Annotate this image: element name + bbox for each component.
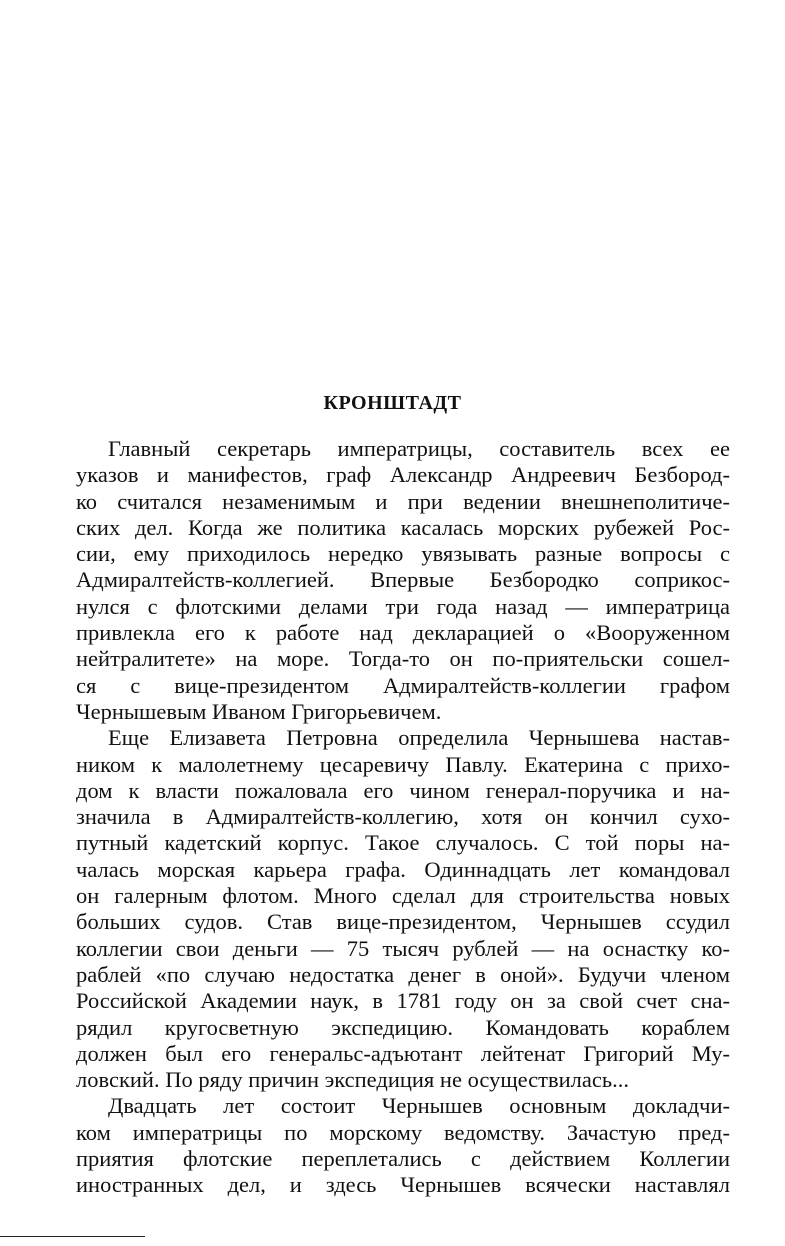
text-line: ловский. По ряду причин экспедиция не осуществилась... — [76, 1067, 630, 1093]
text-line: иностранных дел, и здесь Чернышев всячески наставлял — [76, 1172, 730, 1198]
footnote-rule — [0, 1236, 145, 1237]
text-line: привлекла его к работе над декларацией о «Вооруженном — [76, 620, 730, 646]
body-text — [76, 436, 730, 1199]
text-line: ником к малолетнему цесаревичу Павлу. Екатерина с прихо- — [76, 751, 730, 777]
text-line: дом к власти пожаловала его чином генерал-поручика и на- — [76, 777, 730, 803]
text-line: ских дел. Когда же политика касалась морских рубежей Рос- — [76, 514, 730, 540]
text-line: Двадцать лет состоит Чернышев основным докладчи- — [108, 1093, 730, 1119]
text-line: ся с вице-президентом Адмиралтейств-коллегии графом — [76, 672, 730, 698]
text-line: ком императрицы по морскому ведомству. Зачастую пред- — [76, 1119, 730, 1145]
text-line: значила в Адмиралтейств-коллегию, хотя он кончил сухо- — [76, 804, 730, 830]
text-line: сии, ему приходилось нередко увязывать разные вопросы с — [76, 541, 730, 567]
text-line: Российской Академии наук, в 1781 году он за свой счет сна- — [76, 988, 730, 1014]
text-line: рядил кругосветную экспедицию. Командовать кораблем — [76, 1014, 730, 1040]
text-line: чалась морская карьера графа. Одиннадцать лет командовал — [76, 856, 730, 882]
text-line: больших судов. Став вице-президентом, Чернышев ссудил — [76, 909, 730, 935]
text-line: Чернышевым Иваном Григорьевичем. — [76, 698, 442, 724]
text-line: путный кадетский корпус. Такое случалось. С той поры на- — [76, 830, 730, 856]
chapter-title: КРОНШТАДТ — [323, 392, 462, 414]
text-line: Адмиралтейств-коллегией. Впервые Безбородко соприкос- — [76, 567, 730, 593]
text-line: должен был его генеральс-адъютант лейтенат Григорий Му- — [76, 1040, 730, 1066]
text-line: коллегии свои деньги — 75 тысяч рублей — на оснастку ко- — [76, 935, 730, 961]
text-line: нулся с флотскими делами три года назад — императрица — [76, 593, 730, 619]
text-line: он галерным флотом. Много сделал для строительства новых — [76, 883, 730, 909]
text-line: приятия флотские переплетались с действием Коллегии — [76, 1146, 730, 1172]
text-line: указов и манифестов, граф Александр Андреевич Безбород- — [76, 462, 730, 488]
text-line: раблей «по случаю недостатка денег в оной». Будучи членом — [76, 961, 730, 987]
text-line: Главный секретарь императрицы, составитель всех ее — [108, 436, 730, 461]
text-line: Еще Елизавета Петровна определила Чернышева настав- — [108, 725, 730, 751]
text-line: нейтралитете» на море. Тогда-то он по-приятельски сошел- — [76, 646, 730, 672]
text-line: ко считался незаменимым и при ведении внешнеполитиче- — [76, 488, 730, 514]
